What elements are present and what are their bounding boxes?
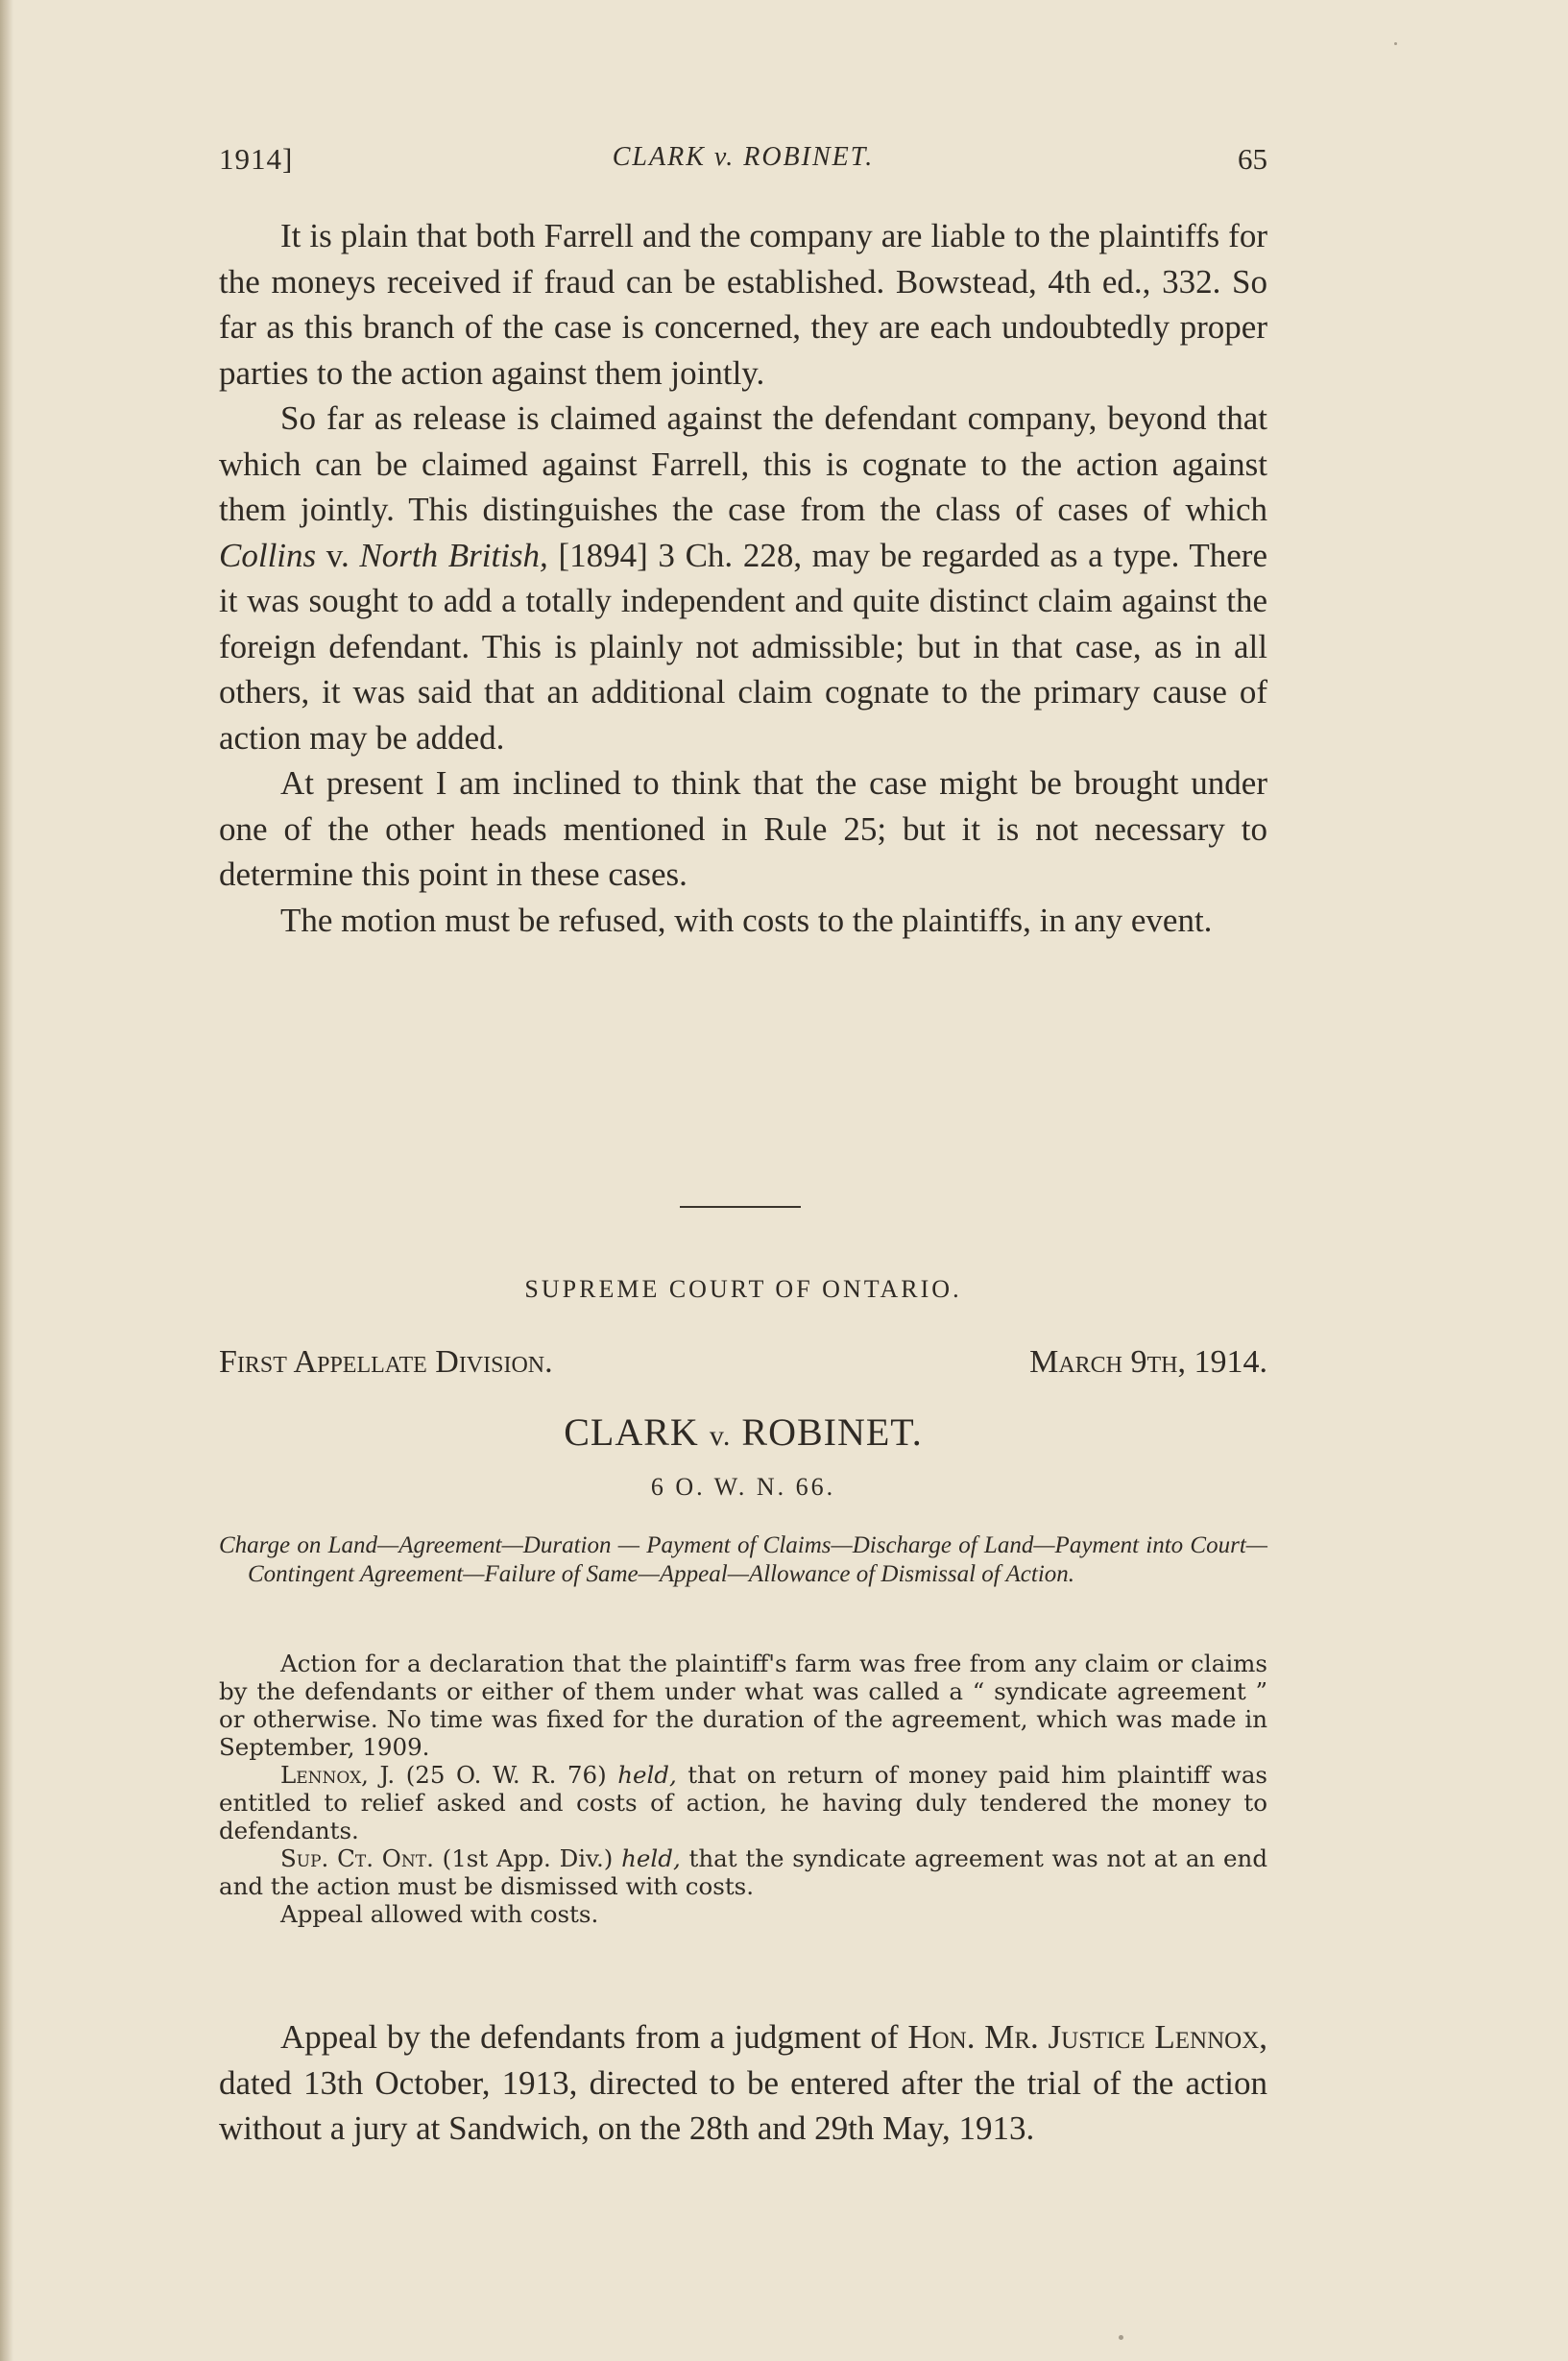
paper-speck: [1119, 2335, 1123, 2340]
paragraph-4: The motion must be refused, with costs to the plaintiffs, in any event.: [280, 901, 1213, 939]
case-name-north-british: North British,: [359, 536, 548, 574]
case-versus: v.: [709, 1420, 732, 1452]
judgment-text: [219, 213, 1267, 943]
abstract-paragraph-4: Appeal allowed with costs.: [280, 1900, 599, 1928]
abstract-paragraph-3-text: that the syndicate agreement was not at an end and the action must be dismissed with costs.: [219, 1844, 1267, 1900]
abstract-paragraph-1: Action for a declaration that the plaintiff's farm was free from any claim or claims by the defendants or either of them under what was called a “ syndicate agreement ” or otherwise. No time was fixed for the duration of the agreement, which was made in September, 1909.: [219, 1650, 1267, 1761]
abstract-paragraph-2-text: that on return of money paid him plaintiff was entitled to relief asked and costs of action, he having duly tendered the money to defendants.: [219, 1761, 1268, 1844]
appeal-paragraph: [219, 2014, 1267, 2152]
abstract-paragraph-3-division: (1st App. Div.): [433, 1844, 622, 1872]
appeal-text-b: dated 13th October, 1913, directed to be entered after the trial of the action without a jury at Sandwich, on the 28th and 29th May, 1913.: [219, 2063, 1267, 2147]
case-citation: 6 O. W. N. 66.: [650, 1473, 836, 1501]
case-party-plaintiff: CLARK: [564, 1410, 699, 1454]
paragraph-1: It is plain that both Farrell and the company are liable to the plaintiffs for the moneys received if fraud can be established. Bowstead, 4th ed., 332. So far as this branch of the case is concerned, they are each undoubtedly proper parties to the action against them jointly.: [219, 217, 1267, 392]
page-number: 65: [1238, 142, 1267, 176]
division-name: First Appellate Division.: [219, 1344, 553, 1380]
paragraph-2-text-a: So far as release is claimed against the defendant company, beyond that which can be claimed against Farrell, this is cognate to the action against them jointly. This distinguishes the case from the class of cases of which: [219, 399, 1267, 528]
judge-name: Lennox, J.: [280, 1761, 396, 1789]
appeal-introduction: [219, 2014, 1267, 2152]
running-title: CLARK v. ROBINET.: [612, 142, 875, 172]
paragraph-3: At present I am inclined to think that the case might be brought under one of the other heads mentioned in Rule 25; but it is not necessary to determine this point in these cases.: [219, 764, 1267, 893]
trial-judge-name: Hon. Mr. Justice Lennox,: [907, 2018, 1267, 2056]
headnote: Charge on Land—Agreement—Duration — Payment of Claims—Discharge of Land—Payment into Court—Contingent Agreement—Failure of Same—Appeal—Allowance of Dismissal of Action.: [219, 1532, 1267, 1587]
decision-date: March 9th, 1914.: [1029, 1344, 1267, 1380]
abstract-paragraph-2: [219, 1761, 1267, 1844]
section-divider: [680, 1206, 801, 1208]
appeal-court-name: Sup. Ct. Ont.: [280, 1844, 434, 1872]
case-name-collins: Collins: [219, 536, 317, 574]
held-label: held,: [621, 1844, 681, 1872]
case-party-defendant: ROBINET.: [741, 1410, 923, 1454]
paragraph-2-v: v.: [316, 536, 360, 574]
running-header: [219, 142, 1267, 184]
abstract-paragraph-2-citation: (25 O. W. R. 76): [395, 1761, 618, 1789]
case-abstract: [219, 1650, 1267, 1928]
header-year: 1914]: [219, 142, 294, 176]
paragraph-2: [219, 396, 1267, 760]
held-label: held,: [617, 1761, 677, 1789]
paper-speck: [1394, 42, 1397, 45]
court-name: SUPREME COURT OF ONTARIO.: [524, 1275, 962, 1303]
abstract-paragraph-3: [219, 1844, 1267, 1900]
case-title: [219, 1409, 1267, 1455]
appeal-text-a: Appeal by the defendants from a judgment of: [280, 2018, 908, 2056]
paragraph-2-text-c: [1894] 3 Ch. 228, may be regarded as a type. There it was sought to add a totally independent and quite distinct claim against the foreign defendant. This is plainly not admissible; but in that case, as in all others, it was said that an additional claim cognate to the primary cause of action may be added.: [219, 536, 1267, 757]
page-edge: [0, 0, 13, 2361]
